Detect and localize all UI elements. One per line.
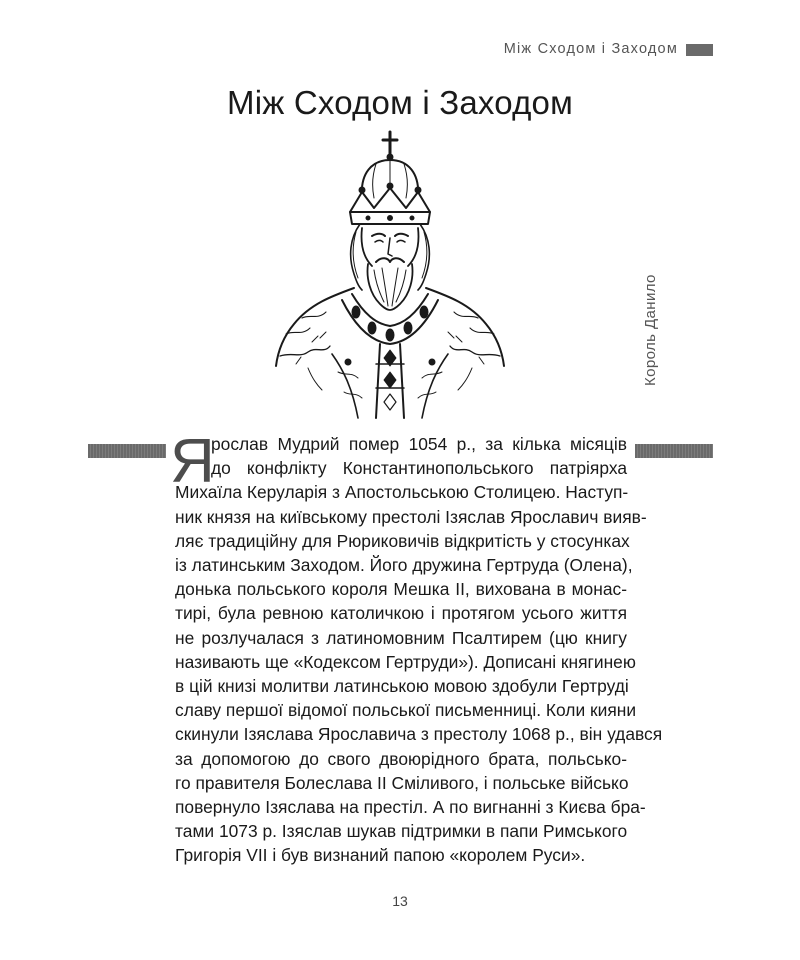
body-line: ляє традиційну для Рюриковичів відкритість у стосунках (175, 530, 630, 551)
body-line: не розлучалася з латиномовним Псалтирем (цю книгу (175, 627, 627, 648)
body-line: в цій книзі молитви латинською мовою здобули Гертруді (175, 676, 629, 697)
body-line: із латинським Заходом. Його дружина Гертруда (Олена), (175, 555, 633, 576)
side-caption: Король Данило (642, 274, 659, 386)
body-line: ник князя на київському престолі Ізяслав Ярославич вияв- (175, 506, 647, 527)
page-number: 13 (392, 893, 408, 909)
body-line: Григорія VII і був визнаний папою «королем Руси». (175, 845, 586, 866)
decorative-bar-left (88, 444, 166, 458)
body-line: за допомогою до свого двоюрідного брата, польсько- (175, 748, 627, 769)
chapter-title: Між Сходом і Заходом (227, 84, 573, 121)
body-line: славу першої відомої польської письменниці. Коли кияни (175, 700, 637, 721)
decorative-bar-right (635, 444, 713, 458)
body-line: донька польського короля Мешка ІІ, вихована в монас- (175, 579, 627, 600)
body-line: го правителя Болеслава ІІ Сміливого, і польське військо (175, 772, 629, 793)
drop-cap: Я (170, 427, 215, 496)
body-line: Михаїла Керуларія з Апостольською Столицею. Наступ- (175, 482, 629, 503)
header-bar (686, 44, 713, 56)
body-line: скинули Ізяслава Ярославича з престолу 1068 р., він удався (175, 724, 663, 745)
body-line: називають ще «Кодексом Гертруди»). Дописані княгинею (175, 651, 636, 672)
body-line: тами 1073 р. Ізяслав шукав підтримки в папи Римського (175, 821, 628, 842)
body-line: повернуло Ізяслава на престіл. А по вигнанні з Києва бра- (175, 797, 646, 818)
running-header: Між Сходом і Заходом (503, 41, 678, 57)
body-line: рослав Мудрий помер 1054 р., за кілька місяців (211, 434, 627, 454)
body-line: тирі, була ревною католичкою і протягом усього життя (175, 603, 627, 624)
portrait-illustration (272, 128, 508, 428)
body-line: до конфлікту Константинопольського патріярха (211, 458, 627, 479)
body-text (175, 432, 663, 868)
